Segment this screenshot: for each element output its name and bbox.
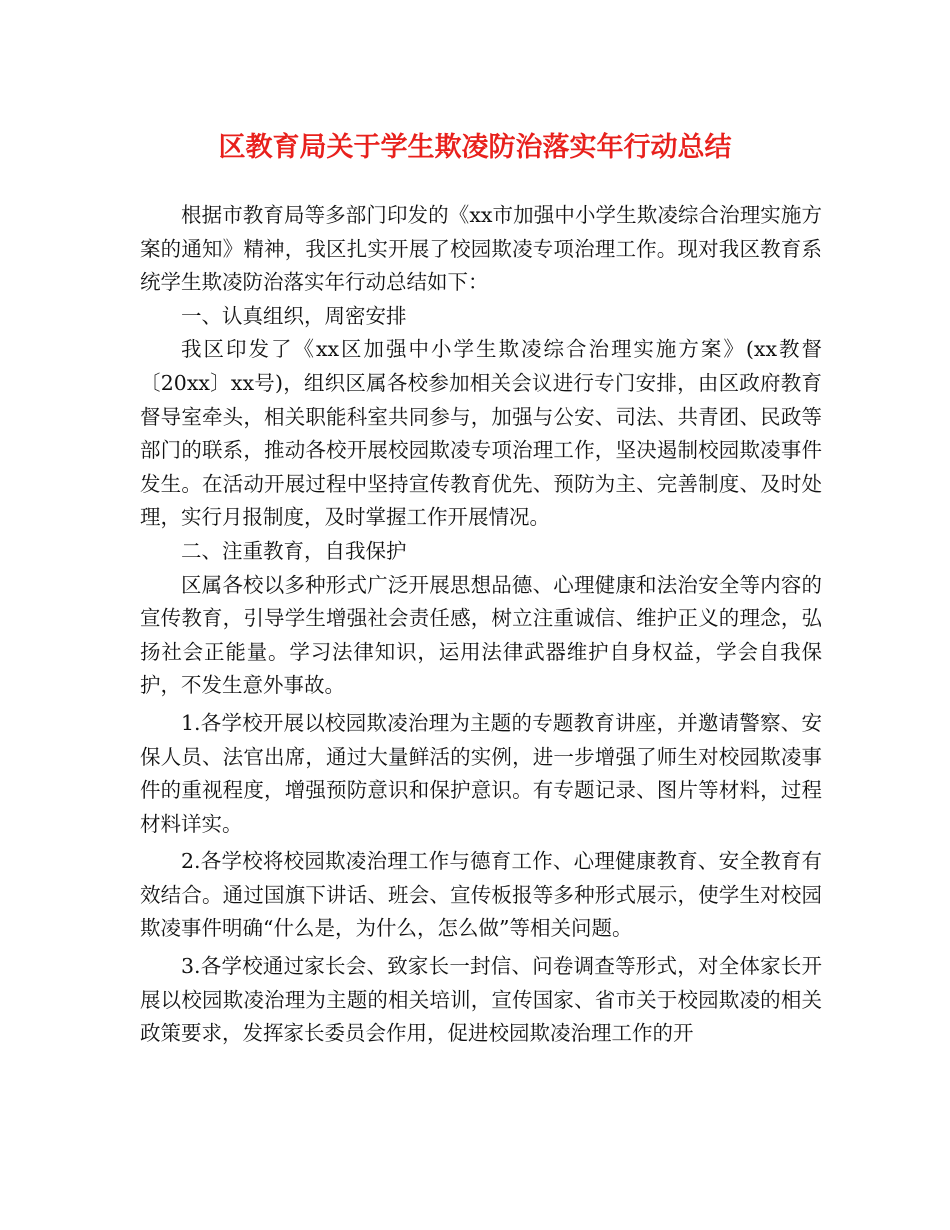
document-title: 区教育局关于学生欺凌防治落实年行动总结: [218, 132, 732, 163]
list-item-2: 2.各学校将校园欺凌治理工作与德育工作、心理健康教育、安全教育有效结合。通过国旗下讲话、班会、宣传板报等多种形式展示，使学生对校园欺凌事件明确“什么是，为什么，怎么做”等相关问题。: [140, 849, 822, 941]
section-2-paragraph: 区属各校以多种形式广泛开展思想品德、心理健康和法治安全等内容的宣传教育，引导学生增强社会责任感，树立注重诚信、维护正义的理念，弘扬社会正能量。学习法律知识，运用法律武器维护自身权益，学会自我保护，不发生意外事故。: [140, 572, 822, 698]
section-heading-1: 一、认真组织，周密安排: [181, 303, 407, 328]
section-heading-2: 二、注重教育，自我保护: [181, 538, 407, 563]
list-item-3: 3.各学校通过家长会、致家长一封信、问卷调查等形式，对全体家长开展以校园欺凌治理为主题的相关培训，宣传国家、省市关于校园欺凌的相关政策要求，发挥家长委员会作用，促进校园欺凌治理工作的开: [140, 954, 822, 1046]
list-item-1: 1.各学校开展以校园欺凌治理为主题的专题教育讲座，并邀请警察、安保人员、法官出席，通过大量鲜活的实例，进一步增强了师生对校园欺凌事件的重视程度，增强预防意识和保护意识。有专题记录、图片等材料，过程材料详实。: [140, 710, 822, 836]
intro-paragraph: 根据市教育局等多部门印发的《xx市加强中小学生欺凌综合治理实施方案的通知》精神，我区扎实开展了校园欺凌专项治理工作。现对我区教育系统学生欺凌防治落实年行动总结如下：: [140, 203, 822, 295]
document-body: [140, 199, 822, 1051]
section-1-paragraph: 我区印发了《xx区加强中小学生欺凌综合治理实施方案》(xx教督〔20xx〕xx号)，组织区属各校参加相关会议进行专门安排，由区政府教育督导室牵头，相关职能科室共同参与，加强与公安、司法、共青团、民政等部门的联系，推动各校开展校园欺凌专项治理工作，坚决遏制校园欺凌事件发生。在活动开展过程中坚持宣传教育优先、预防为主、完善制度、及时处理，实行月报制度，及时掌握工作开展情况。: [140, 337, 822, 530]
